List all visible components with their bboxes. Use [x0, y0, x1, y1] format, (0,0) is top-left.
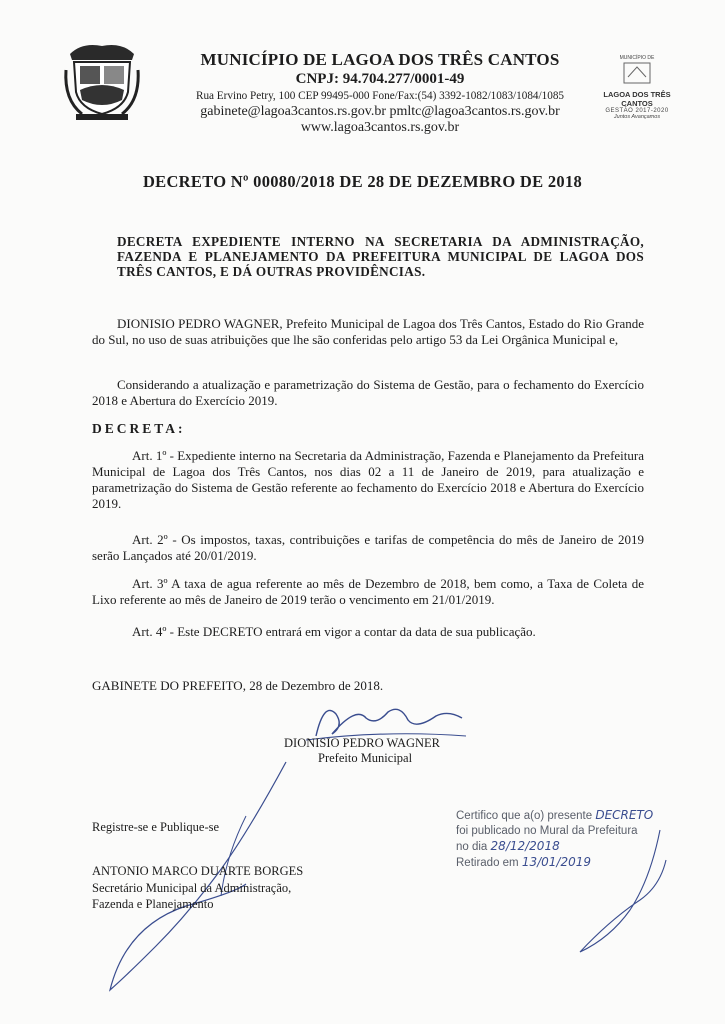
stamp-document-type: DECRETO — [595, 808, 654, 822]
secretary-title-line-1: Secretário Municipal da Administração, — [92, 881, 292, 895]
secretary-name: ANTONIO MARCO DUARTE BORGES — [92, 864, 304, 878]
secretary-title — [92, 880, 291, 912]
badge-name: LAGOA DOS TRÊS CANTOS — [603, 90, 671, 108]
stamp-removal-date: 13/01/2019 — [521, 855, 592, 869]
stamp-line-2: foi publicado no Mural da Prefeitura — [456, 825, 638, 837]
considering-text: Considerando a atualização e parametrização do Sistema de Gestão, para o fechamento do Exercício 2018 e Abertura do Exercício 2019. — [92, 377, 644, 408]
register-publish-text: Registre-se e Publique-se — [92, 820, 220, 834]
administration-logo — [594, 55, 680, 120]
intro-paragraph — [92, 316, 644, 348]
stamp-label: Retirado em — [456, 857, 519, 869]
article-3 — [92, 576, 644, 608]
intro-text: DIONISIO PEDRO WAGNER, Prefeito Municipal de Lagoa dos Três Cantos, Estado do Rio Grande do Sul, no uso de suas atribuições que lhe são conferidas pelo artigo 53 da Lei Orgânica Municipal e, — [92, 316, 644, 347]
decree-summary: DECRETA EXPEDIENTE INTERNO NA SECRETARIA DA ADMINISTRAÇÃO, FAZENDA E PLANEJAMENTO DA PREFEITURA MUNICIPAL DE LAGOA DOS TRÊS CANTOS, E DÁ OUTRAS PROVIDÊNCIAS. — [117, 234, 644, 279]
article-4 — [92, 624, 644, 640]
closing-place-date: GABINETE DO PREFEITO, 28 de Dezembro de 2018. — [92, 678, 384, 693]
badge-motto: Juntos Avançamos — [613, 114, 661, 120]
badge-top-text: MUNICÍPIO DE — [619, 55, 655, 61]
address-line: Rua Ervino Petry, 100 CEP 99495-000 Fone/Fax:(54) 3392-1082/1083/1084/1085 — [195, 90, 565, 102]
badge-term: GESTÃO 2017-2020 — [605, 108, 669, 114]
stamp-publish-date: 28/12/2018 — [490, 839, 560, 853]
cnpj-line: CNPJ: 94.704.277/0001-49 — [295, 71, 465, 87]
considering-paragraph — [92, 377, 644, 409]
article-1 — [92, 448, 644, 512]
decreta-label: DECRETA: — [92, 421, 186, 436]
website-line: www.lagoa3cantos.rs.gov.br — [300, 120, 460, 135]
municipal-crest-icon — [62, 40, 142, 122]
stamp-label: no dia — [456, 841, 488, 853]
mayor-title: Prefeito Municipal — [318, 751, 413, 765]
secretary-title-line-2: Fazenda e Planejamento — [92, 897, 214, 911]
decree-title: DECRETO Nº 00080/2018 DE 28 DE DEZEMBRO DE 2018 — [142, 172, 583, 191]
stamp-signature — [540, 820, 680, 960]
stamp-label: Certifico que a(o) presente — [456, 810, 593, 822]
article-text: Art. 4º - Este DECRETO entrará em vigor a contar da data de sua publicação. — [132, 624, 536, 639]
email-line: gabinete@lagoa3cantos.rs.gov.br pmltc@lagoa3cantos.rs.gov.br — [200, 104, 560, 119]
article-text: Art. 3º A taxa de agua referente ao mês de Dezembro de 2018, bem como, a Taxa de Coleta de Lixo referente ao mês de Janeiro de 2019 terão o vencimento em 21/01/2019. — [92, 576, 644, 607]
badge-mark-icon — [594, 61, 680, 85]
article-text: Art. 1º - Expediente interno na Secretaria da Administração, Fazenda e Planejamento da Prefeitura Municipal de Lagoa dos Três Cantos, nos dias 02 a 11 de Janeiro de 2019, para atualização e parametrização do Sistema de Gestão referente ao fechamento do Exercício 2018 e Abertura do Exercício 2019. — [92, 448, 644, 511]
article-text: Art. 2º - Os impostos, taxas, contribuições e tarifas de competência do mês de Janeiro de 2019 serão Lançados até 20/01/2019. — [92, 532, 644, 563]
mayor-name: DIONISIO PEDRO WAGNER — [284, 736, 441, 750]
article-2 — [92, 532, 644, 564]
municipality-title: MUNICÍPIO DE LAGOA DOS TRÊS CANTOS — [200, 50, 560, 69]
